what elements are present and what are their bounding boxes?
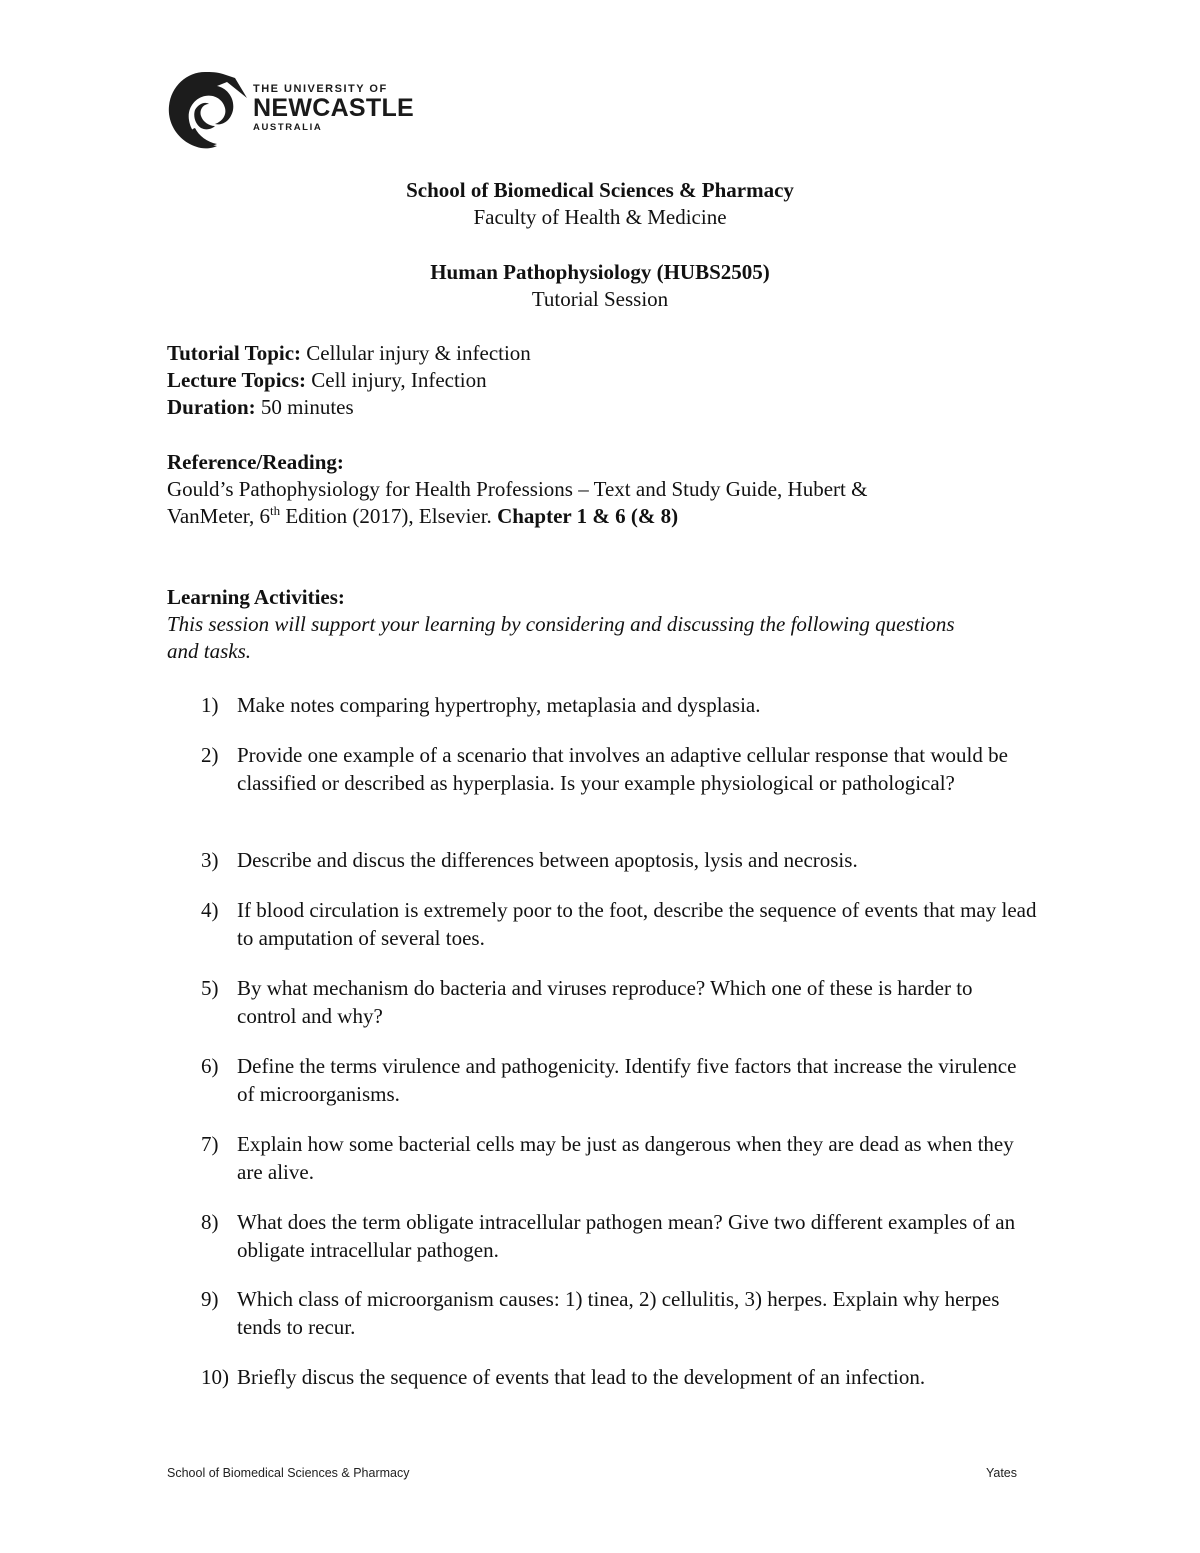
- question-number: 1): [201, 693, 219, 717]
- reference-chapters: Chapter 1 & 6 (& 8): [497, 504, 679, 528]
- learning-activities-intro: This session will support your learning by considering and discussing the following questions and tasks.: [167, 612, 955, 663]
- question-text: Explain how some bacterial cells may be just as dangerous when they are dead as when they are alive.: [237, 1132, 1014, 1184]
- question-number: 4): [201, 898, 219, 922]
- question-text: What does the term obligate intracellular pathogen mean? Give two different examples of an obligate intracellular pathogen.: [237, 1210, 1016, 1262]
- duration-label: Duration:: [167, 395, 256, 419]
- page-footer: [167, 1466, 1017, 1484]
- university-logo: [165, 68, 415, 150]
- logo-line-3: AUSTRALIA: [253, 122, 323, 133]
- question-text: By what mechanism do bacteria and viruses reproduce? Which one of these is harder to control and why?: [237, 976, 973, 1028]
- seahorse-logo-icon: [165, 68, 249, 150]
- logo-line-1: THE UNIVERSITY OF: [253, 83, 388, 95]
- question-number: 5): [201, 976, 219, 1000]
- question-text: Describe and discus the differences between apoptosis, lysis and necrosis.: [237, 848, 858, 872]
- tutorial-topic-label: Tutorial Topic:: [167, 341, 302, 365]
- question-number: 9): [201, 1287, 219, 1311]
- logo-line-2: NEWCASTLE: [253, 94, 415, 122]
- question-text: Briefly discus the sequence of events that lead to the development of an infection.: [237, 1365, 926, 1389]
- reference-text-line-2: [167, 503, 678, 530]
- session-title: Tutorial Session: [531, 287, 669, 311]
- school-title: School of Biomedical Sciences & Pharmacy: [406, 178, 794, 202]
- tutorial-topic-line: [167, 340, 531, 367]
- question-text: Which class of microorganism causes: 1) tinea, 2) cellulitis, 3) herpes. Explain why herpes tends to recur.: [237, 1287, 1000, 1339]
- lecture-topics-label: Lecture Topics:: [167, 368, 307, 392]
- reference-edition: Edition (2017), Elsevier.: [280, 504, 498, 528]
- reference-text-line-1: Gould’s Pathophysiology for Health Professions – Text and Study Guide, Hubert &: [167, 477, 868, 501]
- footer-author: Yates: [985, 1466, 1017, 1480]
- learning-activities-label: Learning Activities:: [167, 585, 345, 609]
- question-text: If blood circulation is extremely poor to the foot, describe the sequence of events that may lead to amputation of several toes.: [237, 898, 1037, 950]
- faculty-title: Faculty of Health & Medicine: [473, 205, 727, 229]
- question-number: 10): [201, 1365, 229, 1389]
- question-text: Define the terms virulence and pathogenicity. Identify five factors that increase the virulence of microorganisms.: [237, 1054, 1017, 1106]
- question-text: Provide one example of a scenario that involves an adaptive cellular response that would be classified or described as hyperplasia. Is your example physiological or pathological?: [237, 743, 1008, 795]
- duration-value: 50 minutes: [260, 395, 354, 419]
- reference-author: VanMeter, 6: [167, 504, 270, 528]
- duration-line: [167, 394, 354, 421]
- question-number: 3): [201, 848, 219, 872]
- question-number: 2): [201, 743, 219, 767]
- lecture-topics-line: [167, 367, 487, 394]
- question-text: Make notes comparing hypertrophy, metaplasia and dysplasia.: [237, 693, 761, 717]
- tutorial-topic-value: Cellular injury & infection: [306, 341, 531, 365]
- reference-superscript: th: [269, 503, 281, 518]
- reference-label: Reference/Reading:: [167, 450, 344, 474]
- question-number: 6): [201, 1054, 219, 1078]
- course-title: Human Pathophysiology (HUBS2505): [430, 260, 770, 284]
- footer-school: School of Biomedical Sciences & Pharmacy: [167, 1466, 410, 1480]
- question-number: 8): [201, 1210, 219, 1234]
- lecture-topics-value: Cell injury, Infection: [311, 368, 487, 392]
- question-number: 7): [201, 1132, 219, 1156]
